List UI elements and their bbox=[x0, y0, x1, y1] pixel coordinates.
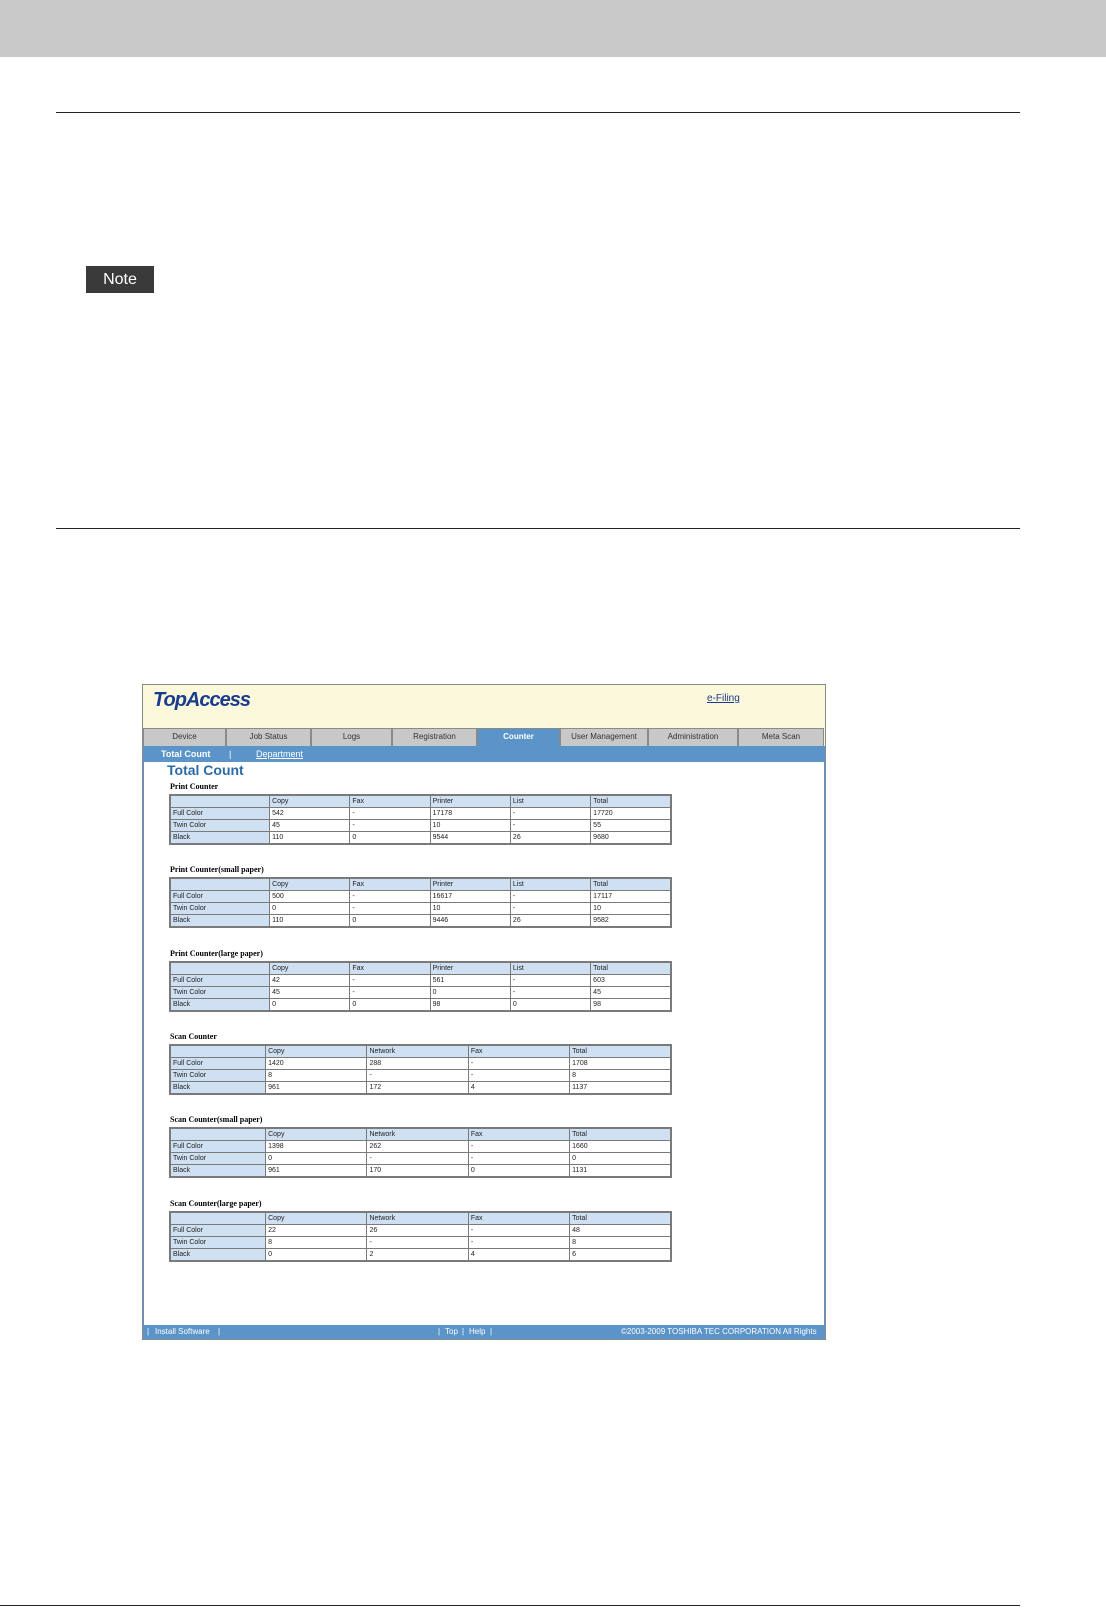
table-cell: 10 bbox=[430, 820, 510, 832]
column-header: List bbox=[510, 962, 590, 975]
table-row bbox=[170, 832, 671, 845]
table-cell: 45 bbox=[591, 987, 671, 999]
column-header: Copy bbox=[270, 962, 350, 975]
column-header: Fax bbox=[350, 795, 430, 808]
table-header-row bbox=[170, 962, 671, 975]
table-cell: - bbox=[367, 1070, 468, 1082]
table-cell: 0 bbox=[510, 999, 590, 1012]
column-header: Network bbox=[367, 1128, 468, 1141]
table-cell: 8 bbox=[266, 1070, 367, 1082]
table-cell: 1131 bbox=[570, 1165, 671, 1178]
column-header: List bbox=[510, 795, 590, 808]
column-header: Printer bbox=[430, 795, 510, 808]
table-cell: 1660 bbox=[570, 1141, 671, 1153]
counter-table bbox=[169, 794, 672, 845]
copyright-text: ©2003-2009 TOSHIBA TEC CORPORATION All Rights Reserved. bbox=[621, 1327, 817, 1350]
table-cell: - bbox=[510, 820, 590, 832]
table-cell: - bbox=[510, 903, 590, 915]
column-header: Copy bbox=[266, 1212, 367, 1225]
table-cell: 26 bbox=[510, 915, 590, 928]
row-header: Black bbox=[170, 832, 270, 845]
counter-table bbox=[169, 877, 672, 928]
table-cell: 42 bbox=[270, 975, 350, 987]
row-header: Full Color bbox=[170, 1141, 266, 1153]
tab-meta-scan[interactable]: Meta Scan bbox=[738, 728, 824, 746]
column-header: Fax bbox=[468, 1045, 569, 1058]
table-header-row bbox=[170, 1212, 671, 1225]
table-cell: - bbox=[350, 903, 430, 915]
column-header: Total bbox=[591, 878, 671, 891]
table-cell: - bbox=[367, 1237, 468, 1249]
table-cell: 561 bbox=[430, 975, 510, 987]
table-cell: 603 bbox=[591, 975, 671, 987]
table-cell: 16617 bbox=[430, 891, 510, 903]
table-cell: - bbox=[510, 975, 590, 987]
table-row bbox=[170, 1225, 671, 1237]
footer-bar-divider: | bbox=[462, 1327, 465, 1336]
table-header-row bbox=[170, 1128, 671, 1141]
note-badge: Note bbox=[86, 266, 154, 293]
row-header: Black bbox=[170, 915, 270, 928]
subnav-total-count[interactable]: Total Count bbox=[161, 749, 211, 759]
efiling-link[interactable]: e-Filing bbox=[707, 693, 740, 704]
row-header: Twin Color bbox=[170, 820, 270, 832]
section-title: Print Counter(small paper) bbox=[170, 865, 264, 874]
table-cell: 1420 bbox=[266, 1058, 367, 1070]
footer-rule bbox=[0, 1605, 1020, 1606]
footer-bar-divider: | bbox=[218, 1327, 221, 1336]
column-header: Printer bbox=[430, 878, 510, 891]
top-link[interactable]: Top bbox=[445, 1327, 458, 1336]
table-cell: 0 bbox=[266, 1249, 367, 1262]
table-row bbox=[170, 1070, 671, 1082]
counter-content bbox=[143, 762, 825, 1325]
table-row bbox=[170, 1249, 671, 1262]
header-corner bbox=[170, 1128, 266, 1141]
row-header: Twin Color bbox=[170, 987, 270, 999]
row-header: Full Color bbox=[170, 1058, 266, 1070]
subnav-bar bbox=[143, 746, 825, 762]
table-cell: 6 bbox=[570, 1249, 671, 1262]
table-row bbox=[170, 975, 671, 987]
column-header: Total bbox=[591, 795, 671, 808]
tab-registration[interactable]: Registration bbox=[392, 728, 477, 746]
table-cell: - bbox=[350, 975, 430, 987]
tab-user-management[interactable]: User Management bbox=[560, 728, 648, 746]
tab-administration[interactable]: Administration bbox=[648, 728, 738, 746]
tab-job-status[interactable]: Job Status bbox=[226, 728, 311, 746]
section-title: Scan Counter(large paper) bbox=[170, 1199, 262, 1208]
column-header: Total bbox=[570, 1212, 671, 1225]
header-corner bbox=[170, 878, 270, 891]
table-cell: 0 bbox=[270, 999, 350, 1012]
column-header: Fax bbox=[468, 1128, 569, 1141]
column-header: Fax bbox=[468, 1212, 569, 1225]
header-corner bbox=[170, 962, 270, 975]
table-cell: - bbox=[510, 891, 590, 903]
topaccess-header bbox=[143, 685, 825, 728]
table-cell: - bbox=[468, 1225, 569, 1237]
table-cell: - bbox=[350, 808, 430, 820]
header-corner bbox=[170, 795, 270, 808]
table-cell: 0 bbox=[350, 915, 430, 928]
table-cell: 10 bbox=[591, 903, 671, 915]
footer-bar-divider: | bbox=[147, 1327, 150, 1336]
table-cell: 4 bbox=[468, 1082, 569, 1095]
column-header: Total bbox=[570, 1128, 671, 1141]
table-cell: 4 bbox=[468, 1249, 569, 1262]
table-cell: 22 bbox=[266, 1225, 367, 1237]
row-header: Full Color bbox=[170, 1225, 266, 1237]
tab-counter[interactable]: Counter bbox=[477, 728, 560, 746]
counter-table bbox=[169, 1044, 672, 1095]
table-cell: 110 bbox=[270, 832, 350, 845]
counter-table bbox=[169, 1127, 672, 1178]
table-cell: 48 bbox=[570, 1225, 671, 1237]
column-header: Copy bbox=[270, 878, 350, 891]
subnav-separator: | bbox=[229, 749, 232, 759]
table-header-row bbox=[170, 795, 671, 808]
table-cell: - bbox=[468, 1058, 569, 1070]
page-header-band bbox=[0, 0, 1106, 57]
table-cell: 0 bbox=[570, 1153, 671, 1165]
column-header: Fax bbox=[350, 962, 430, 975]
table-row bbox=[170, 915, 671, 928]
section-rule bbox=[56, 112, 1020, 113]
row-header: Black bbox=[170, 1249, 266, 1262]
table-row bbox=[170, 999, 671, 1012]
section-rule bbox=[56, 528, 1020, 529]
row-header: Black bbox=[170, 1082, 266, 1095]
table-cell: 1708 bbox=[570, 1058, 671, 1070]
table-cell: 26 bbox=[510, 832, 590, 845]
table-cell: 0 bbox=[430, 987, 510, 999]
footer-bar-divider: | bbox=[490, 1327, 493, 1336]
table-cell: 10 bbox=[430, 903, 510, 915]
table-cell: 9544 bbox=[430, 832, 510, 845]
row-header: Twin Color bbox=[170, 1237, 266, 1249]
table-cell: 26 bbox=[367, 1225, 468, 1237]
table-cell: 961 bbox=[266, 1165, 367, 1178]
table-cell: - bbox=[350, 820, 430, 832]
counter-table bbox=[169, 1211, 672, 1262]
table-cell: 0 bbox=[350, 999, 430, 1012]
table-row bbox=[170, 1237, 671, 1249]
row-header: Twin Color bbox=[170, 903, 270, 915]
table-cell: 17117 bbox=[591, 891, 671, 903]
row-header: Black bbox=[170, 999, 270, 1012]
topaccess-logo: TopAccess bbox=[153, 689, 250, 711]
table-cell: - bbox=[367, 1153, 468, 1165]
row-header: Black bbox=[170, 1165, 266, 1178]
column-header: Network bbox=[367, 1212, 468, 1225]
table-cell: 170 bbox=[367, 1165, 468, 1178]
table-cell: 98 bbox=[430, 999, 510, 1012]
section-title: Print Counter(large paper) bbox=[170, 949, 263, 958]
table-row bbox=[170, 1165, 671, 1178]
table-cell: 0 bbox=[266, 1153, 367, 1165]
table-cell: 0 bbox=[350, 832, 430, 845]
table-cell: 0 bbox=[468, 1165, 569, 1178]
column-header: Fax bbox=[350, 878, 430, 891]
table-cell: 8 bbox=[570, 1237, 671, 1249]
column-header: Total bbox=[570, 1045, 671, 1058]
table-row bbox=[170, 987, 671, 999]
table-header-row bbox=[170, 1045, 671, 1058]
column-header: Network bbox=[367, 1045, 468, 1058]
table-cell: 961 bbox=[266, 1082, 367, 1095]
table-cell: 45 bbox=[270, 820, 350, 832]
table-cell: 8 bbox=[266, 1237, 367, 1249]
table-cell: 9680 bbox=[591, 832, 671, 845]
column-header: Total bbox=[591, 962, 671, 975]
table-cell: - bbox=[350, 891, 430, 903]
table-cell: - bbox=[468, 1237, 569, 1249]
tab-device[interactable]: Device bbox=[143, 728, 226, 746]
page-title: Total Count bbox=[167, 762, 244, 778]
install-software-link[interactable]: Install Software bbox=[155, 1327, 210, 1336]
table-cell: 542 bbox=[270, 808, 350, 820]
table-cell: 172 bbox=[367, 1082, 468, 1095]
table-cell: - bbox=[350, 987, 430, 999]
table-cell: - bbox=[510, 987, 590, 999]
table-cell: 1398 bbox=[266, 1141, 367, 1153]
row-header: Full Color bbox=[170, 975, 270, 987]
section-title: Scan Counter bbox=[170, 1032, 217, 1041]
table-cell: 2 bbox=[367, 1249, 468, 1262]
table-cell: 8 bbox=[570, 1070, 671, 1082]
column-header: Copy bbox=[266, 1045, 367, 1058]
table-row bbox=[170, 891, 671, 903]
column-header: List bbox=[510, 878, 590, 891]
topaccess-screenshot bbox=[142, 684, 826, 1350]
subnav-department-link[interactable]: Department bbox=[256, 749, 304, 759]
table-cell: 9446 bbox=[430, 915, 510, 928]
table-cell: 0 bbox=[270, 903, 350, 915]
help-link[interactable]: Help bbox=[469, 1327, 486, 1336]
table-row bbox=[170, 1058, 671, 1070]
table-cell: 45 bbox=[270, 987, 350, 999]
table-cell: 55 bbox=[591, 820, 671, 832]
table-cell: - bbox=[468, 1153, 569, 1165]
table-cell: 9582 bbox=[591, 915, 671, 928]
column-header: Printer bbox=[430, 962, 510, 975]
row-header: Twin Color bbox=[170, 1153, 266, 1165]
section-title: Print Counter bbox=[170, 782, 219, 791]
footer-bar bbox=[143, 1325, 825, 1350]
section-title: Scan Counter(small paper) bbox=[170, 1115, 263, 1124]
table-row bbox=[170, 808, 671, 820]
table-cell: 1137 bbox=[570, 1082, 671, 1095]
counter-table bbox=[169, 961, 672, 1012]
table-row bbox=[170, 820, 671, 832]
table-cell: 98 bbox=[591, 999, 671, 1012]
row-header: Full Color bbox=[170, 808, 270, 820]
table-cell: 262 bbox=[367, 1141, 468, 1153]
footer-bar-divider: | bbox=[438, 1327, 441, 1336]
table-row bbox=[170, 1141, 671, 1153]
tab-logs[interactable]: Logs bbox=[311, 728, 392, 746]
table-cell: - bbox=[468, 1070, 569, 1082]
header-corner bbox=[170, 1212, 266, 1225]
table-row bbox=[170, 1153, 671, 1165]
table-cell: 288 bbox=[367, 1058, 468, 1070]
row-header: Full Color bbox=[170, 891, 270, 903]
table-cell: - bbox=[510, 808, 590, 820]
table-cell: - bbox=[468, 1141, 569, 1153]
row-header: Twin Color bbox=[170, 1070, 266, 1082]
table-cell: 17178 bbox=[430, 808, 510, 820]
table-cell: 17720 bbox=[591, 808, 671, 820]
column-header: Copy bbox=[270, 795, 350, 808]
column-header: Copy bbox=[266, 1128, 367, 1141]
table-cell: 500 bbox=[270, 891, 350, 903]
table-row bbox=[170, 1082, 671, 1095]
header-corner bbox=[170, 1045, 266, 1058]
table-header-row bbox=[170, 878, 671, 891]
table-row bbox=[170, 903, 671, 915]
table-cell: 110 bbox=[270, 915, 350, 928]
